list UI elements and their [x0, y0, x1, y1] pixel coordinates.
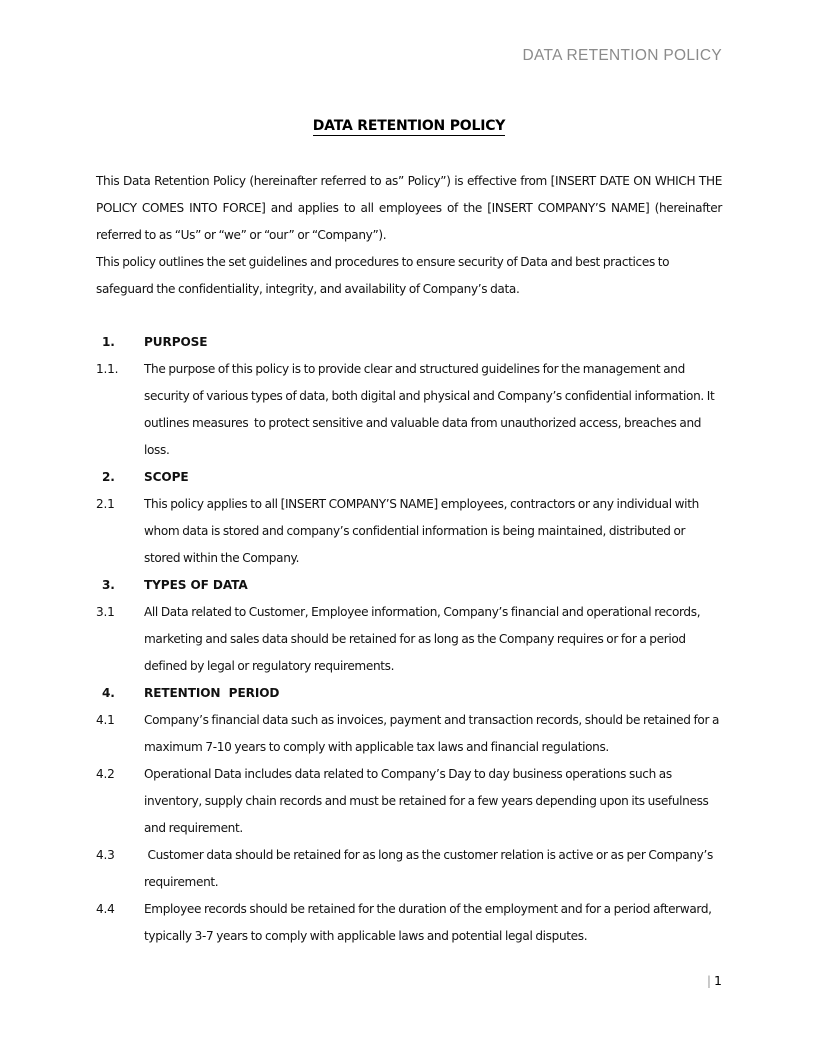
- page-footer: [96, 972, 722, 990]
- section-number-3: 3.: [102, 578, 115, 592]
- intro-paragraph-2: This policy outlines the set guidelines and procedures to ensure security of Data and best practices to safeguard the confidentiality, integrity, and availability of Company’s data.: [96, 255, 670, 296]
- page-number: 1: [714, 973, 722, 988]
- section-number-4: 4.: [102, 686, 115, 700]
- clause-3-1: [96, 599, 722, 680]
- clause-number-1-1: 1.1.: [96, 362, 119, 376]
- clause-text-2-1: This policy applies to all [INSERT COMPANY’S NAME] employees, contractors or any individual with whom data is stored and company’s confidential information is being maintained, distributed or stored within the Company.: [144, 497, 702, 565]
- document-title-text: DATA RETENTION POLICY: [312, 118, 506, 134]
- section-heading-2: [96, 464, 722, 491]
- clause-text-4-4: Employee records should be retained for the duration of the employment and for a period afterward, typically 3-7 years to comply with applicable laws and potential legal disputes.: [144, 902, 715, 943]
- clause-text-3-1: All Data related to Customer, Employee information, Company’s financial and operational records, marketing and sales data should be retained for as long as the Company requires or for a period defined by legal or regulatory requirements.: [144, 605, 704, 673]
- clause-4-2: [96, 761, 722, 842]
- clause-number-4-2: 4.2: [96, 767, 115, 781]
- section-title-3: TYPES OF DATA: [144, 578, 248, 592]
- clause-1-1: [96, 356, 722, 464]
- document-title: [96, 116, 722, 136]
- section-title-4: RETENTION PERIOD: [144, 686, 280, 700]
- section-heading-4: [96, 680, 722, 707]
- clause-number-4-4: 4.4: [96, 902, 115, 916]
- clause-number-2-1: 2.1: [96, 497, 115, 511]
- clause-text-4-2: Operational Data includes data related to Company’s Day to day business operations such as inventory, supply chain records and must be retained for a few years depending upon its usefulness and requirement.: [144, 767, 712, 835]
- document-body: [96, 168, 722, 950]
- section-heading-3: [96, 572, 722, 599]
- footer-separator: |: [706, 973, 712, 988]
- clause-4-3: [96, 842, 722, 896]
- clause-text-4-1: Company’s financial data such as invoices, payment and transaction records, should be retained for a maximum 7-10 years to comply with applicable tax laws and financial regulations.: [144, 713, 722, 754]
- intro-paragraph-1: This Data Retention Policy (hereinafter referred to as” Policy”) is effective from [INSERT DATE ON WHICH THE POLICY COMES INTO FORCE] and applies to all employees of the [INSERT COMPANY’S NAME] (hereinafter referred to as “Us” or “we” or “our” or “Company”).: [96, 174, 722, 242]
- clause-4-4: [96, 896, 722, 950]
- spacer: [96, 303, 722, 329]
- clause-4-1: [96, 707, 722, 761]
- clause-2-1: [96, 491, 722, 572]
- clause-number-3-1: 3.1: [96, 605, 115, 619]
- section-title-2: SCOPE: [144, 470, 189, 484]
- running-header: DATA RETENTION POLICY: [522, 47, 722, 64]
- clause-number-4-1: 4.1: [96, 713, 115, 727]
- section-number-1: 1.: [102, 335, 115, 349]
- section-number-2: 2.: [102, 470, 115, 484]
- section-title-1: PURPOSE: [144, 335, 208, 349]
- clause-number-4-3: 4.3: [96, 848, 115, 862]
- section-heading-1: [96, 329, 722, 356]
- clause-text-1-1: The purpose of this policy is to provide clear and structured guidelines for the management and security of various types of data, both digital and physical and Company’s confidential information. It outlines measures to protect sensitive and valuable data from unauthorized access, breaches and loss.: [144, 362, 718, 457]
- clause-text-4-3: Customer data should be retained for as long as the customer relation is active or as per Company’s requirement.: [144, 848, 716, 889]
